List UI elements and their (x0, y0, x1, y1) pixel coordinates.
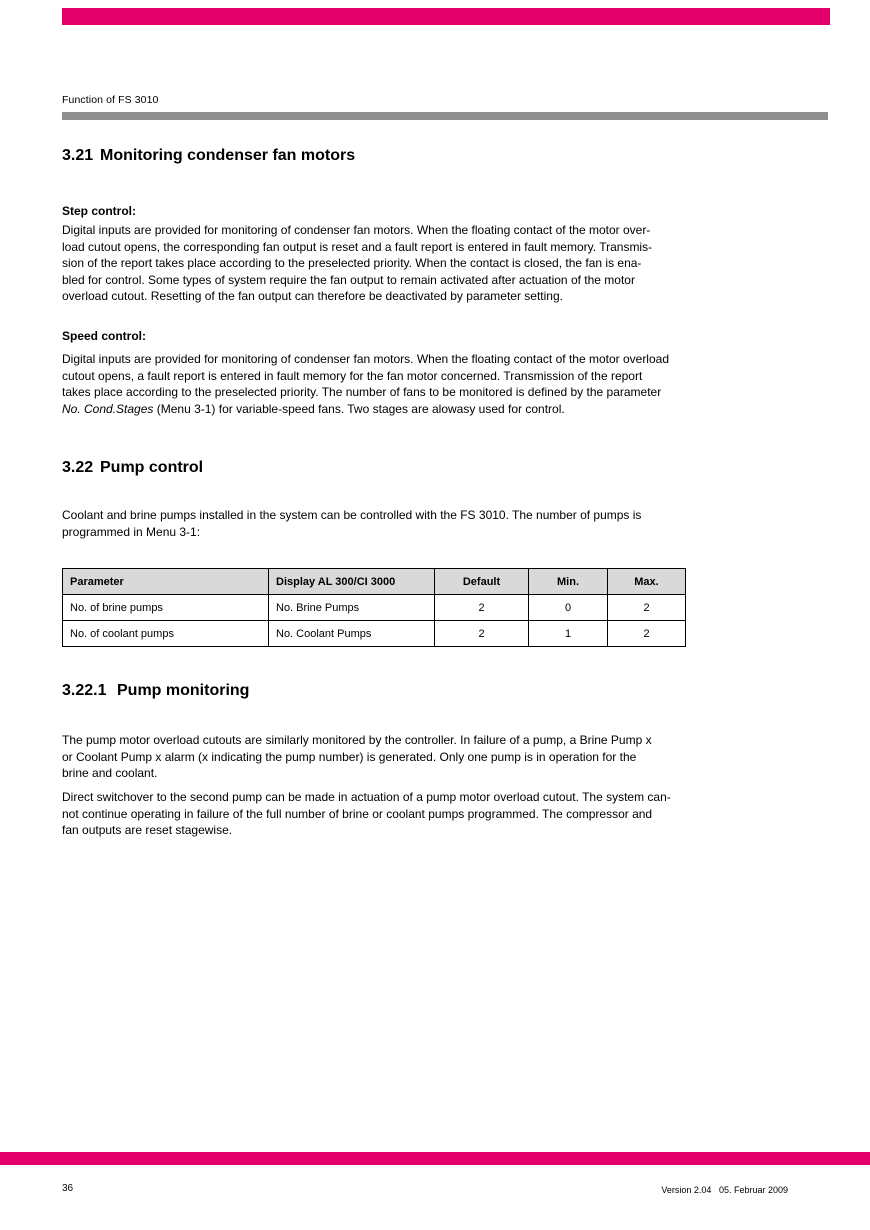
section-number: 3.21 (62, 147, 94, 164)
pump-monitoring-paragraph-2 (62, 789, 671, 839)
table-header-cell: Parameter (63, 569, 269, 595)
header-rule (62, 112, 828, 120)
section-number: 3.22 (62, 459, 94, 476)
pump-parameters-table (62, 568, 686, 647)
paragraph-line: takes place according to the preselected priority. The number of fans to be monitored is defined by the parameter (62, 385, 662, 399)
table-cell: 2 (608, 595, 686, 621)
table-cell: 1 (529, 621, 608, 647)
section-321-heading (62, 147, 355, 165)
paragraph-line: Direct switchover to the second pump can be made in actuation of a pump motor overload cutout. The system can- (62, 790, 671, 804)
paragraph-line: overload cutout. Resetting of the fan output can therefore be deactivated by parameter setting. (62, 289, 563, 303)
step-control-label: Step control: (62, 204, 136, 218)
table-cell: No. of brine pumps (63, 595, 269, 621)
table-header-row (63, 569, 686, 595)
paragraph-line (62, 401, 669, 418)
paragraph-line: fan outputs are reset stagewise. (62, 823, 233, 837)
speed-control-paragraph (62, 351, 669, 417)
table-cell: 0 (529, 595, 608, 621)
footer-page-number: 36 (62, 1183, 74, 1194)
paragraph-line: Digital inputs are provided for monitoring of condenser fan motors. When the floating contact of the motor over- (62, 223, 651, 237)
paragraph-line: Coolant and brine pumps installed in the system can be controlled with the FS 3010. The number of pumps is (62, 508, 642, 522)
step-control-paragraph (62, 222, 652, 305)
bottom-accent-bar (0, 1152, 870, 1165)
section-3221-heading (62, 682, 249, 700)
section-title: Pump control (100, 459, 204, 476)
paragraph-line: cutout opens, a fault report is entered in fault memory for the fan motor concerned. Transmission of the report (62, 368, 643, 383)
table-cell: 2 (608, 621, 686, 647)
table-cell: 2 (435, 595, 529, 621)
table-cell: No. of coolant pumps (63, 621, 269, 647)
footer-version: Version 2.04 05. Februar 2009 (661, 1185, 788, 1195)
paragraph-line: not continue operating in failure of the full number of brine or coolant pumps programmed. The compressor and (62, 806, 653, 821)
section-322-heading (62, 459, 203, 477)
paragraph-line: Digital inputs are provided for monitoring of condenser fan motors. When the floating contact of the motor overload (62, 352, 669, 366)
italic-parameter-name: No. Cond.Stages (62, 401, 154, 416)
pump-control-intro-paragraph (62, 507, 641, 540)
table-cell: No. Brine Pumps (269, 595, 435, 621)
section-title: Pump monitoring (117, 682, 250, 699)
top-accent-bar (62, 8, 830, 25)
table-header-cell: Default (435, 569, 529, 595)
paragraph-line: programmed in Menu 3-1: (62, 524, 201, 539)
paragraph-line: brine and coolant. (62, 766, 158, 780)
section-number: 3.22.1 (62, 682, 107, 699)
pump-monitoring-paragraph-1 (62, 732, 652, 782)
table-row (63, 621, 686, 647)
table-header-cell: Max. (608, 569, 686, 595)
paragraph-line: load cutout opens, the corresponding fan output is reset and a fault report is entered in fault memory. Transmis- (62, 239, 653, 254)
table-row (63, 595, 686, 621)
table-header-cell: Min. (529, 569, 608, 595)
table-header-cell: Display AL 300/CI 3000 (269, 569, 435, 595)
paragraph-line: The pump motor overload cutouts are similarly monitored by the controller. In failure of a pump, a Brine Pump x (62, 733, 652, 747)
table-cell: 2 (435, 621, 529, 647)
paragraph-line: or Coolant Pump x alarm (x indicating the pump number) is generated. Only one pump is in operation for the (62, 749, 637, 764)
running-header: Function of FS 3010 (62, 94, 159, 106)
table-cell: No. Coolant Pumps (269, 621, 435, 647)
paragraph-line: sion of the report takes place according to the preselected priority. When the contact is closed, the fan is ena- (62, 256, 642, 270)
paragraph-line-rest: (Menu 3-1) for variable-speed fans. Two stages are alowasy used for control. (153, 401, 565, 416)
speed-control-label: Speed control: (62, 329, 147, 343)
section-title: Monitoring condenser fan motors (100, 147, 356, 164)
paragraph-line: bled for control. Some types of system require the fan output to remain activated after actuation of the motor (62, 272, 635, 287)
